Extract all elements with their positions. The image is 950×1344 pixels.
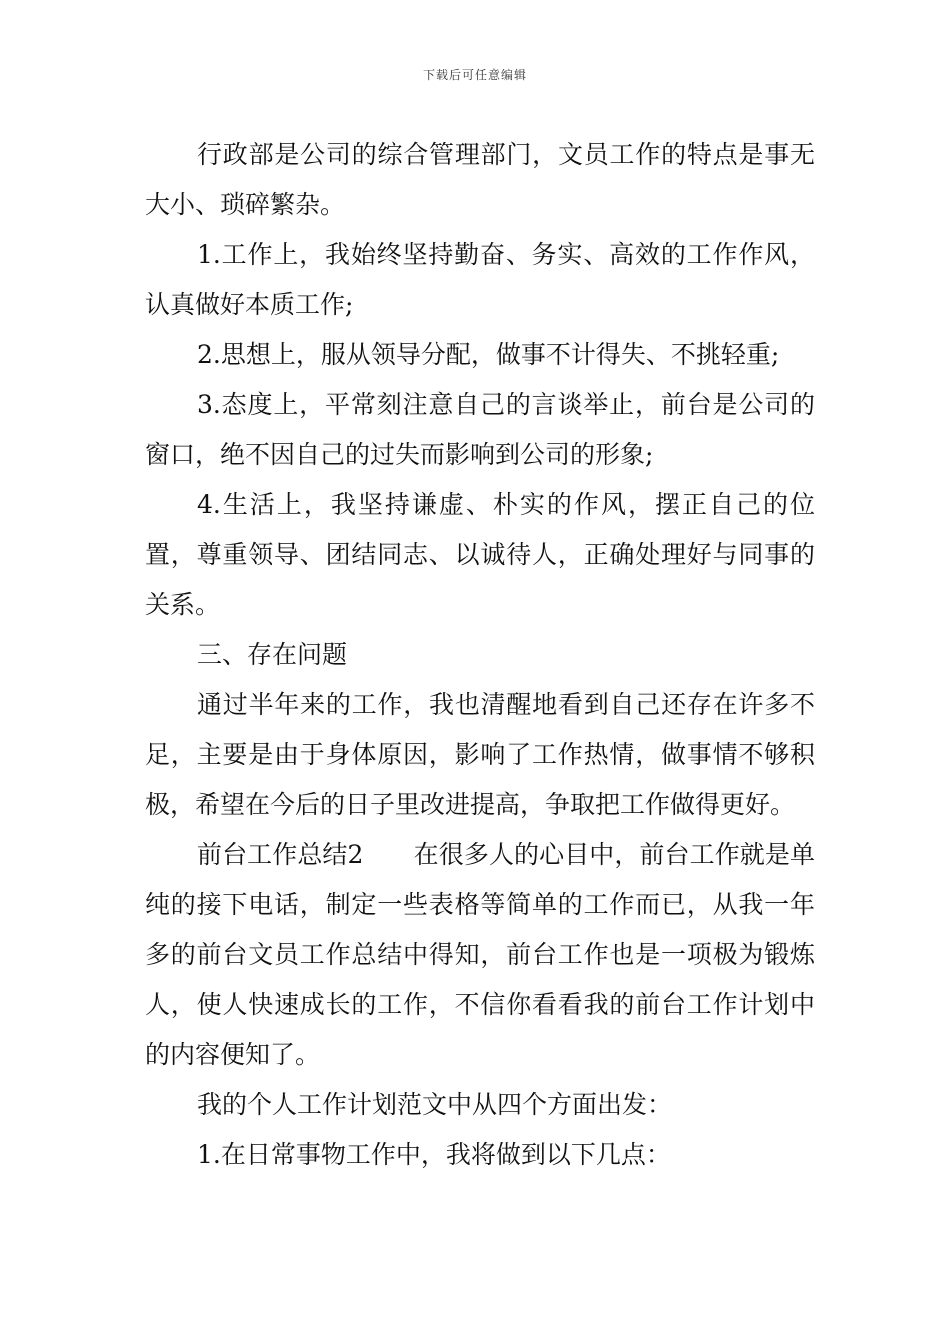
document-body	[145, 130, 815, 1180]
paragraph-point-life: 4.生活上，我坚持谦虚、朴实的作风，摆正自己的位置，尊重领导、团结同志、以诚待人，正确处理好与同事的关系。	[145, 490, 815, 619]
paragraph-point-thought: 2.思想上，服从领导分配，做事不计得失、不挑轻重;	[197, 340, 780, 369]
section-heading-problems: 三、存在问题	[197, 640, 348, 669]
page-header: 下载后可任意编辑	[422, 68, 527, 82]
paragraph-summary-2: 前台工作总结2 在很多人的心目中，前台工作就是单纯的接下电话，制定一些表格等简单的工作而已，从我一年多的前台文员工作总结中得知，前台工作也是一项极为锻炼人，使人快速成长的工作，不信你看看我的前台工作计划中的内容便知了。	[145, 840, 815, 1069]
paragraph-plan-point-1: 1.在日常事物工作中，我将做到以下几点：	[197, 1140, 671, 1169]
paragraph-point-work: 1.工作上，我始终坚持勤奋、务实、高效的工作作风，认真做好本质工作;	[145, 240, 815, 319]
paragraph-intro: 行政部是公司的综合管理部门，文员工作的特点是事无大小、琐碎繁杂。	[145, 140, 815, 219]
paragraph-plan-intro: 我的个人工作计划范文中从四个方面出发：	[197, 1090, 673, 1119]
paragraph-problems: 通过半年来的工作，我也清醒地看到自己还存在许多不足，主要是由于身体原因，影响了工作热情，做事情不够积极，希望在今后的日子里改进提高，争取把工作做得更好。	[145, 690, 815, 819]
paragraph-point-attitude: 3.态度上，平常刻注意自己的言谈举止，前台是公司的窗口，绝不因自己的过失而影响到公司的形象;	[145, 390, 815, 469]
